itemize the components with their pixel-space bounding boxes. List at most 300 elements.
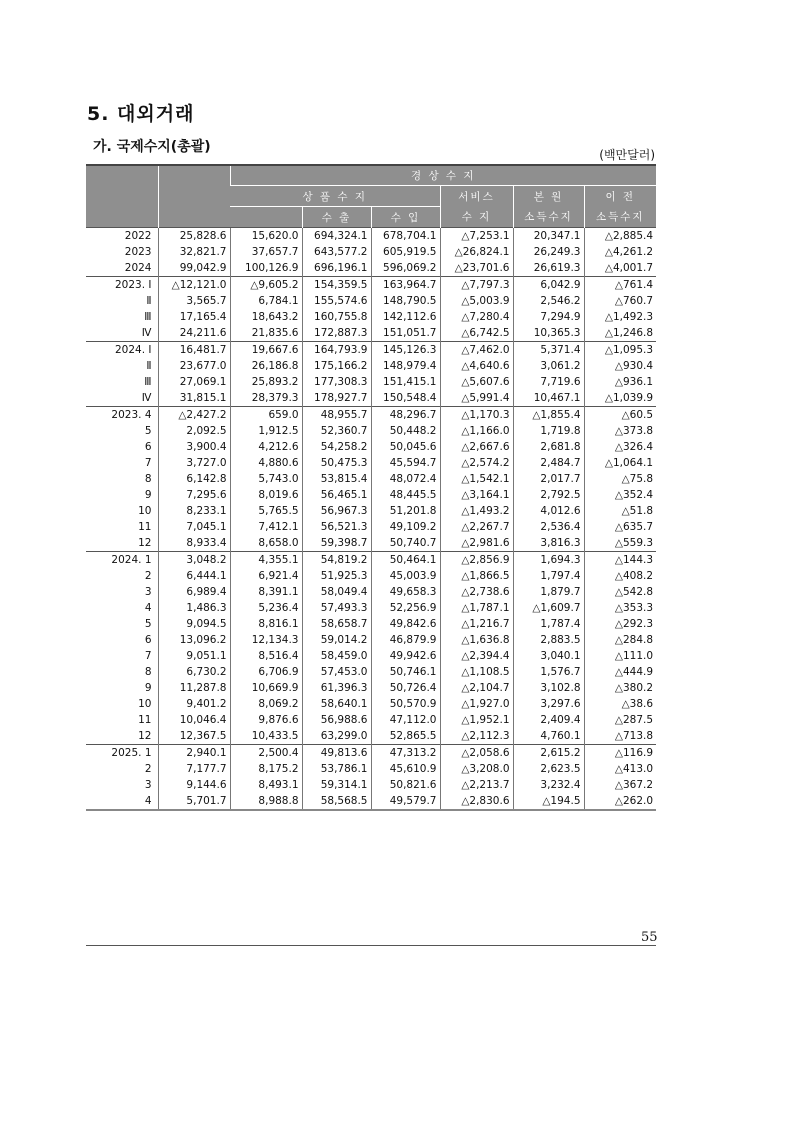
imports-cell: 52,256.9 [371,600,440,616]
imports-cell: 47,313.2 [371,745,440,762]
exports-cell: 57,453.0 [302,664,371,680]
period-cell: Ⅲ [144,376,152,388]
period-cell: Ⅱ [146,295,152,307]
period-cell: 5 [144,425,152,437]
exports-cell: 56,465.1 [302,487,371,503]
table-row [86,358,656,374]
goods-balance-cell: 6,921.4 [230,568,302,584]
current-account-cell: △12,121.0 [158,277,230,294]
exports-cell: 59,398.7 [302,535,371,552]
secondary-income-cell: △4,261.2 [584,244,656,260]
primary-income-cell: 1,719.8 [513,423,584,439]
services-cell: △2,213.7 [440,777,513,793]
exports-cell: 175,166.2 [302,358,371,374]
table-row [86,423,656,439]
table-row [86,277,656,294]
services-cell: △1,216.7 [440,616,513,632]
table-row [86,777,656,793]
secondary-income-cell: △559.3 [584,535,656,552]
goods-balance-cell: 25,893.2 [230,374,302,390]
imports-cell: 49,658.3 [371,584,440,600]
services-cell: △1,493.2 [440,503,513,519]
period-cell: 8 [144,666,152,678]
current-account-cell: 32,821.7 [158,244,230,260]
current-account-cell: 13,096.2 [158,632,230,648]
table-row [86,664,656,680]
services-cell: △4,640.6 [440,358,513,374]
exports-cell: 57,493.3 [302,600,371,616]
secondary-income-cell: △930.4 [584,358,656,374]
secondary-income-cell: △326.4 [584,439,656,455]
table-row [86,374,656,390]
primary-income-cell: △194.5 [513,793,584,810]
imports-cell: 151,051.7 [371,325,440,342]
current-account-cell: 7,177.7 [158,761,230,777]
primary-income-cell: 3,102.8 [513,680,584,696]
table-row [86,616,656,632]
period-cell: Ⅳ [141,392,152,404]
primary-income-cell: 1,797.4 [513,568,584,584]
period-cell: 2023. Ⅰ [86,277,158,294]
secondary-income-cell: △60.5 [584,407,656,424]
subsection-title: 가. 국제수지(총괄) [93,139,211,155]
services-cell: △2,830.6 [440,793,513,810]
secondary-income-header-2: 소득수지 [584,207,656,228]
period-cell: 7 [144,457,152,469]
services-cell: △5,991.4 [440,390,513,407]
period-cell: 10 [138,698,152,710]
primary-income-cell: 7,719.6 [513,374,584,390]
goods-balance-cell: 5,236.4 [230,600,302,616]
period-cell: 4 [86,793,158,810]
exports-cell: 48,955.7 [302,407,371,424]
imports-cell: 145,126.3 [371,342,440,359]
period-cell: 2023 [124,246,152,258]
primary-income-cell: 2,536.4 [513,519,584,535]
current-account-cell: △2,427.2 [158,407,230,424]
period-cell: 2025. 1 [86,745,158,762]
services-cell: △1,108.5 [440,664,513,680]
current-account-cell: 3,048.2 [158,552,230,569]
primary-income-cell: 1,879.7 [513,584,584,600]
current-account-cell: 23,677.0 [158,358,230,374]
table-row [86,632,656,648]
imports-cell: 50,570.9 [371,696,440,712]
secondary-income-cell: △380.2 [584,680,656,696]
primary-income-cell: 7,294.9 [513,309,584,325]
goods-balance-cell: 8,988.8 [230,793,302,810]
exports-cell: 54,819.2 [302,552,371,569]
imports-cell: 49,579.7 [371,793,440,810]
current-account-cell: 1,486.3 [158,600,230,616]
period-cell: 3 [144,779,152,791]
current-account-cell: 6,142.8 [158,471,230,487]
imports-cell: 49,942.6 [371,648,440,664]
imports-cell: 45,610.9 [371,761,440,777]
current-account-cell: 9,144.6 [158,777,230,793]
primary-income-cell: 2,409.4 [513,712,584,728]
period-cell: 2023. 4 [86,407,158,424]
imports-cell: 51,201.8 [371,503,440,519]
table-row [86,407,656,424]
services-cell: △1,952.1 [440,712,513,728]
exports-cell: 643,577.2 [302,244,371,260]
goods-balance-cell: 5,765.5 [230,503,302,519]
imports-cell: 50,746.1 [371,664,440,680]
imports-cell: 596,069.2 [371,260,440,277]
current-account-cell: 3,565.7 [158,293,230,309]
table-row [86,390,656,407]
period-cell: 2024. 1 [86,552,158,569]
goods-balance-cell: 28,379.3 [230,390,302,407]
table-row [86,712,656,728]
primary-income-header-1: 본 원 [513,186,584,207]
primary-income-cell: 1,787.4 [513,616,584,632]
primary-income-cell: 2,681.8 [513,439,584,455]
period-cell: 5 [144,618,152,630]
secondary-income-cell: △413.0 [584,761,656,777]
imports-cell: 48,296.7 [371,407,440,424]
secondary-income-cell: △116.9 [584,745,656,762]
secondary-income-cell: △1,039.9 [584,390,656,407]
imports-cell: 46,879.9 [371,632,440,648]
goods-balance-cell: 21,835.6 [230,325,302,342]
services-cell: △3,164.1 [440,487,513,503]
secondary-income-cell: △287.5 [584,712,656,728]
services-cell: △2,574.2 [440,455,513,471]
current-account-cell: 6,730.2 [158,664,230,680]
goods-balance-cell: 100,126.9 [230,260,302,277]
exports-cell: 63,299.0 [302,728,371,745]
goods-balance-cell: 26,186.8 [230,358,302,374]
secondary-income-cell: △144.3 [584,552,656,569]
current-account-cell: 11,287.8 [158,680,230,696]
secondary-income-cell: △38.6 [584,696,656,712]
period-cell: 2024 [124,262,152,274]
goods-balance-cell: 18,643.2 [230,309,302,325]
secondary-income-cell: △2,885.4 [584,228,656,245]
primary-income-cell: 3,061.2 [513,358,584,374]
secondary-income-cell: △1,095.3 [584,342,656,359]
goods-balance-cell: 8,516.4 [230,648,302,664]
current-account-cell: 8,233.1 [158,503,230,519]
table-row [86,309,656,325]
imports-cell: 49,842.6 [371,616,440,632]
services-cell: △1,787.1 [440,600,513,616]
imports-cell: 148,790.5 [371,293,440,309]
secondary-income-cell: △111.0 [584,648,656,664]
current-account-cell: 6,989.4 [158,584,230,600]
exports-cell: 56,967.3 [302,503,371,519]
imports-cell: 50,821.6 [371,777,440,793]
services-cell: △2,738.6 [440,584,513,600]
services-cell: △1,166.0 [440,423,513,439]
imports-cell: 50,045.6 [371,439,440,455]
primary-income-cell: 3,232.4 [513,777,584,793]
goods-balance-cell: 8,493.1 [230,777,302,793]
current-account-cell: 2,940.1 [158,745,230,762]
footer-rule [86,945,656,946]
exports-cell: 59,014.2 [302,632,371,648]
goods-balance-cell: 4,355.1 [230,552,302,569]
table-row [86,244,656,260]
primary-income-cell: 1,576.7 [513,664,584,680]
table-row [86,761,656,777]
current-account-cell: 9,094.5 [158,616,230,632]
goods-balance-cell: 2,500.4 [230,745,302,762]
primary-income-cell: 2,883.5 [513,632,584,648]
table-row [86,325,656,342]
secondary-income-cell: △1,246.8 [584,325,656,342]
imports-cell: 678,704.1 [371,228,440,245]
table-row [86,455,656,471]
period-cell: 3 [144,586,152,598]
current-account-cell: 3,727.0 [158,455,230,471]
primary-income-cell: 3,040.1 [513,648,584,664]
balance-of-payments-table [86,164,656,811]
current-account-cell: 10,046.4 [158,712,230,728]
goods-balance-cell: 8,069.2 [230,696,302,712]
period-cell: 11 [138,714,152,726]
secondary-income-cell: △352.4 [584,487,656,503]
secondary-income-header-1: 이 전 [584,186,656,207]
primary-income-cell: 4,012.6 [513,503,584,519]
exports-cell: 53,815.4 [302,471,371,487]
secondary-income-cell: △75.8 [584,471,656,487]
imports-cell: 50,464.1 [371,552,440,569]
primary-income-cell: 26,249.3 [513,244,584,260]
services-cell: △2,267.7 [440,519,513,535]
imports-cell: 45,003.9 [371,568,440,584]
services-cell: △1,542.1 [440,471,513,487]
exports-cell: 56,988.6 [302,712,371,728]
table-row [86,552,656,569]
section-title: 5. 대외거래 [87,103,195,125]
exports-cell: 53,786.1 [302,761,371,777]
goods-balance-cell: 8,019.6 [230,487,302,503]
secondary-income-cell: △373.8 [584,423,656,439]
period-cell: Ⅳ [141,327,152,339]
table-row [86,728,656,745]
primary-income-cell: 2,546.2 [513,293,584,309]
goods-balance-cell: 659.0 [230,407,302,424]
table-row [86,793,656,810]
secondary-income-cell: △353.3 [584,600,656,616]
period-cell: 2022 [86,228,158,245]
primary-income-cell: 2,017.7 [513,471,584,487]
services-cell: △1,866.5 [440,568,513,584]
primary-income-header-2: 소득수지 [513,207,584,228]
goods-balance-cell: 10,669.9 [230,680,302,696]
current-account-cell: 24,211.6 [158,325,230,342]
services-cell: △6,742.5 [440,325,513,342]
secondary-income-cell: △635.7 [584,519,656,535]
period-cell: 2 [144,570,152,582]
goods-balance-cell: 10,433.5 [230,728,302,745]
current-account-cell: 5,701.7 [158,793,230,810]
goods-balance-cell: 9,876.6 [230,712,302,728]
current-account-cell: 2,092.5 [158,423,230,439]
primary-income-cell: 2,792.5 [513,487,584,503]
goods-balance-cell: 19,667.6 [230,342,302,359]
secondary-income-cell: △1,492.3 [584,309,656,325]
primary-income-cell: △1,609.7 [513,600,584,616]
exports-cell: 696,196.1 [302,260,371,277]
secondary-income-cell: △1,064.1 [584,455,656,471]
exports-header: 수 출 [302,207,371,228]
services-cell: △5,003.9 [440,293,513,309]
primary-income-cell: 2,484.7 [513,455,584,471]
exports-cell: 694,324.1 [302,228,371,245]
imports-cell: 605,919.5 [371,244,440,260]
imports-header: 수 입 [371,207,440,228]
period-cell: 2024. Ⅰ [86,342,158,359]
table-row [86,584,656,600]
services-cell: △2,981.6 [440,535,513,552]
primary-income-cell: 4,760.1 [513,728,584,745]
secondary-income-cell: △367.2 [584,777,656,793]
secondary-income-cell: △292.3 [584,616,656,632]
secondary-income-cell: △408.2 [584,568,656,584]
services-header-1: 서비스 [440,186,513,207]
exports-cell: 155,574.6 [302,293,371,309]
exports-cell: 61,396.3 [302,680,371,696]
secondary-income-cell: △713.8 [584,728,656,745]
primary-income-cell: 10,467.1 [513,390,584,407]
primary-income-cell: △1,855.4 [513,407,584,424]
primary-income-cell: 20,347.1 [513,228,584,245]
goods-balance-cell: 8,816.1 [230,616,302,632]
services-cell: △7,797.3 [440,277,513,294]
current-account-cell: 9,401.2 [158,696,230,712]
exports-cell: 54,258.2 [302,439,371,455]
services-cell: △2,112.3 [440,728,513,745]
unit-label: (백만달러) [599,148,655,162]
period-cell: 9 [144,489,152,501]
goods-balance-cell: 8,391.1 [230,584,302,600]
table-row [86,745,656,762]
exports-cell: 58,658.7 [302,616,371,632]
services-cell: △7,462.0 [440,342,513,359]
services-cell: △7,280.4 [440,309,513,325]
table-row [86,228,656,245]
goods-balance-cell: 15,620.0 [230,228,302,245]
goods-balance-cell: 4,212.6 [230,439,302,455]
current-account-cell: 31,815.1 [158,390,230,407]
table-row [86,535,656,552]
period-cell: 11 [138,521,152,533]
goods-balance-cell: 8,175.2 [230,761,302,777]
imports-cell: 48,072.4 [371,471,440,487]
current-account-cell: 27,069.1 [158,374,230,390]
exports-cell: 154,359.5 [302,277,371,294]
table-row [86,519,656,535]
services-cell: △2,104.7 [440,680,513,696]
imports-cell: 142,112.6 [371,309,440,325]
goods-balance-cell: 6,706.9 [230,664,302,680]
services-cell: △2,856.9 [440,552,513,569]
goods-balance-cell: 4,880.6 [230,455,302,471]
exports-cell: 51,925.3 [302,568,371,584]
period-header [86,165,158,228]
services-cell: △7,253.1 [440,228,513,245]
secondary-income-cell: △284.8 [584,632,656,648]
period-cell: 2 [144,763,152,775]
table-row [86,342,656,359]
primary-income-cell: 2,623.5 [513,761,584,777]
services-cell: △2,058.6 [440,745,513,762]
current-account-cell: 7,045.1 [158,519,230,535]
primary-income-cell: 1,694.3 [513,552,584,569]
secondary-income-cell: △444.9 [584,664,656,680]
goods-balance-cell: 6,784.1 [230,293,302,309]
table-row [86,471,656,487]
secondary-income-cell: △761.4 [584,277,656,294]
table-row [86,293,656,309]
exports-cell: 160,755.8 [302,309,371,325]
imports-cell: 47,112.0 [371,712,440,728]
secondary-income-cell: △4,001.7 [584,260,656,277]
period-cell: 10 [138,505,152,517]
exports-cell: 58,459.0 [302,648,371,664]
secondary-income-cell: △760.7 [584,293,656,309]
imports-cell: 163,964.7 [371,277,440,294]
exports-cell: 172,887.3 [302,325,371,342]
imports-cell: 150,548.4 [371,390,440,407]
exports-cell: 52,360.7 [302,423,371,439]
primary-income-cell: 5,371.4 [513,342,584,359]
current-account-cell: 9,051.1 [158,648,230,664]
exports-cell: 177,308.3 [302,374,371,390]
current-account-header: 경 상 수 지 [230,165,656,186]
table-row [86,439,656,455]
services-cell: △5,607.6 [440,374,513,390]
services-cell: △1,636.8 [440,632,513,648]
services-cell: △23,701.6 [440,260,513,277]
services-header-2: 수 지 [440,207,513,228]
period-cell: 6 [144,634,152,646]
exports-cell: 59,314.1 [302,777,371,793]
page-number: 55 [641,930,658,945]
imports-cell: 50,740.7 [371,535,440,552]
exports-cell: 50,475.3 [302,455,371,471]
table-row [86,600,656,616]
secondary-income-cell: △542.8 [584,584,656,600]
table-row [86,680,656,696]
exports-cell: 56,521.3 [302,519,371,535]
current-account-cell: 17,165.4 [158,309,230,325]
goods-balance-cell: 8,658.0 [230,535,302,552]
exports-cell: 58,640.1 [302,696,371,712]
goods-balance-cell: 37,657.7 [230,244,302,260]
table-row [86,260,656,277]
table-row [86,568,656,584]
imports-cell: 52,865.5 [371,728,440,745]
period-cell: 8 [144,473,152,485]
imports-cell: 49,109.2 [371,519,440,535]
goods-header-spacer [230,207,302,228]
exports-cell: 58,568.5 [302,793,371,810]
table-row [86,696,656,712]
imports-cell: 148,979.4 [371,358,440,374]
imports-cell: 50,726.4 [371,680,440,696]
table-row [86,648,656,664]
goods-balance-header: 상 품 수 지 [230,186,440,207]
table-row [86,503,656,519]
period-cell: 9 [144,682,152,694]
services-cell: △2,667.6 [440,439,513,455]
services-cell: △2,394.4 [440,648,513,664]
